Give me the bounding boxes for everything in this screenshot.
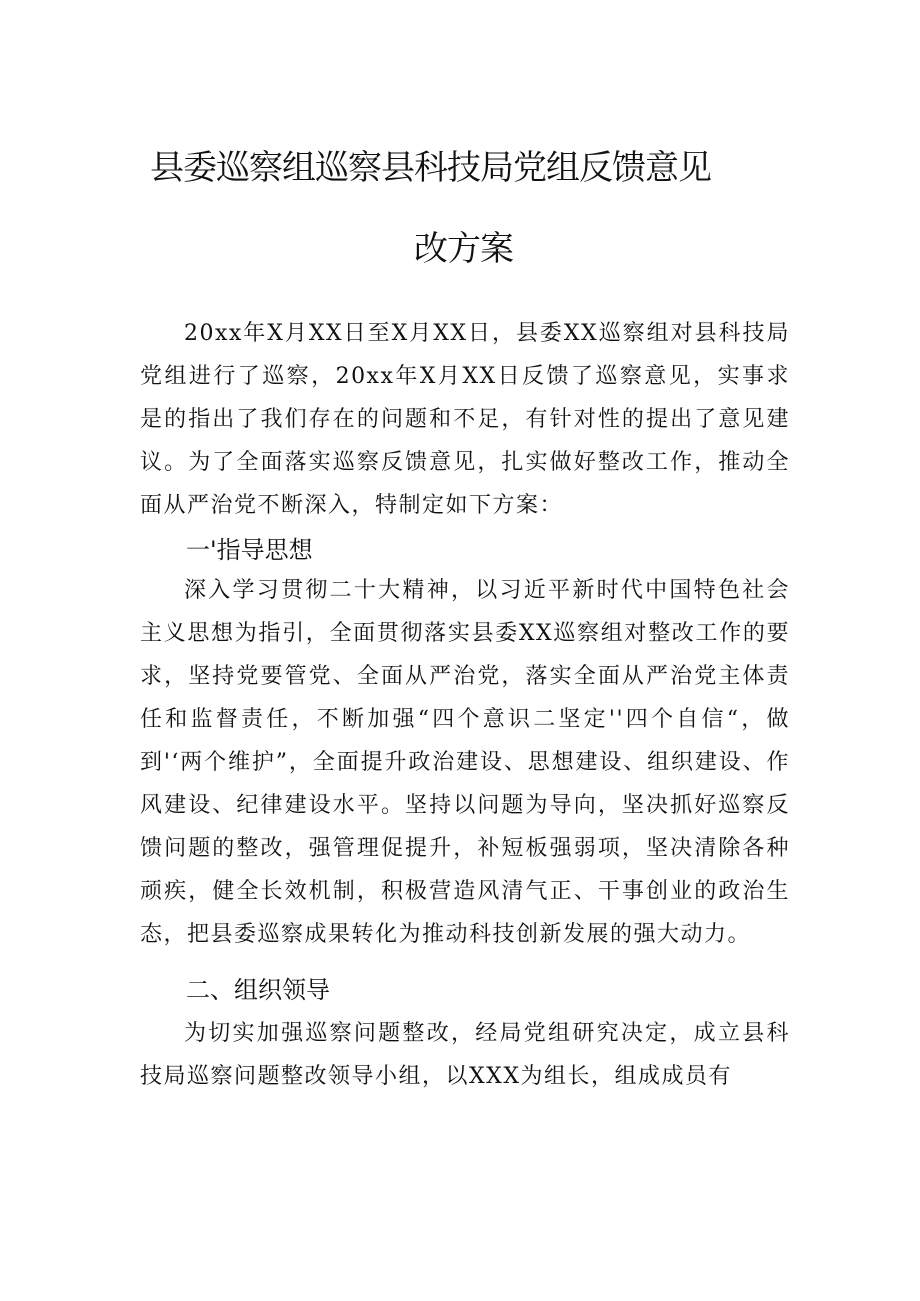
section-body-organization-leadership: 为切实加强巡察问题整改，经局党组研究决定，成立县科技局巡察问题整改领导小组，以XXX为组长，组成成员有	[140, 1021, 790, 1089]
section-heading-guiding-ideology: 一'指导思想	[186, 536, 313, 564]
intro-paragraph: 20xx年X月XX日至X月XX日，县委XX巡察组对县科技局党组进行了巡察，20xx年X月XX日反馈了巡察意见，实事求是的指出了我们存在的问题和不足，有针对性的提出了意见建议。为了全面落实巡察反馈意见，扎实做好整改工作，推动全面从严治党不断深入，特制定如下方案：	[140, 321, 790, 518]
document-title-line2: 改方案	[414, 229, 513, 269]
section-heading-organization-leadership: 二、组织领导	[186, 976, 330, 1004]
document-title-line1: 县委巡察组巡察县科技局党组反馈意见	[150, 148, 711, 188]
section-body-guiding-ideology: 深入学习贯彻二十大精神，以习近平新时代中国特色社会主义思想为指引，全面贯彻落实县委XX巡察组对整改工作的要求，坚持党要管党、全面从严治党，落实全面从严治党主体责任和监督责任，不断加强“四个意识二坚定''四个自信“，做到'‘两个维护”，全面提升政治建设、思想建设、组织建设、作风建设、纪律建设水平。坚持以问题为导向，坚决抓好巡察反馈问题的整改，强管理促提升，补短板强弱项，坚决清除各种顽疾，健全长效机制，积极营造风清气正、干事创业的政治生态，把县委巡察成果转化为推动科技创新发展的强大动力。	[140, 578, 790, 947]
